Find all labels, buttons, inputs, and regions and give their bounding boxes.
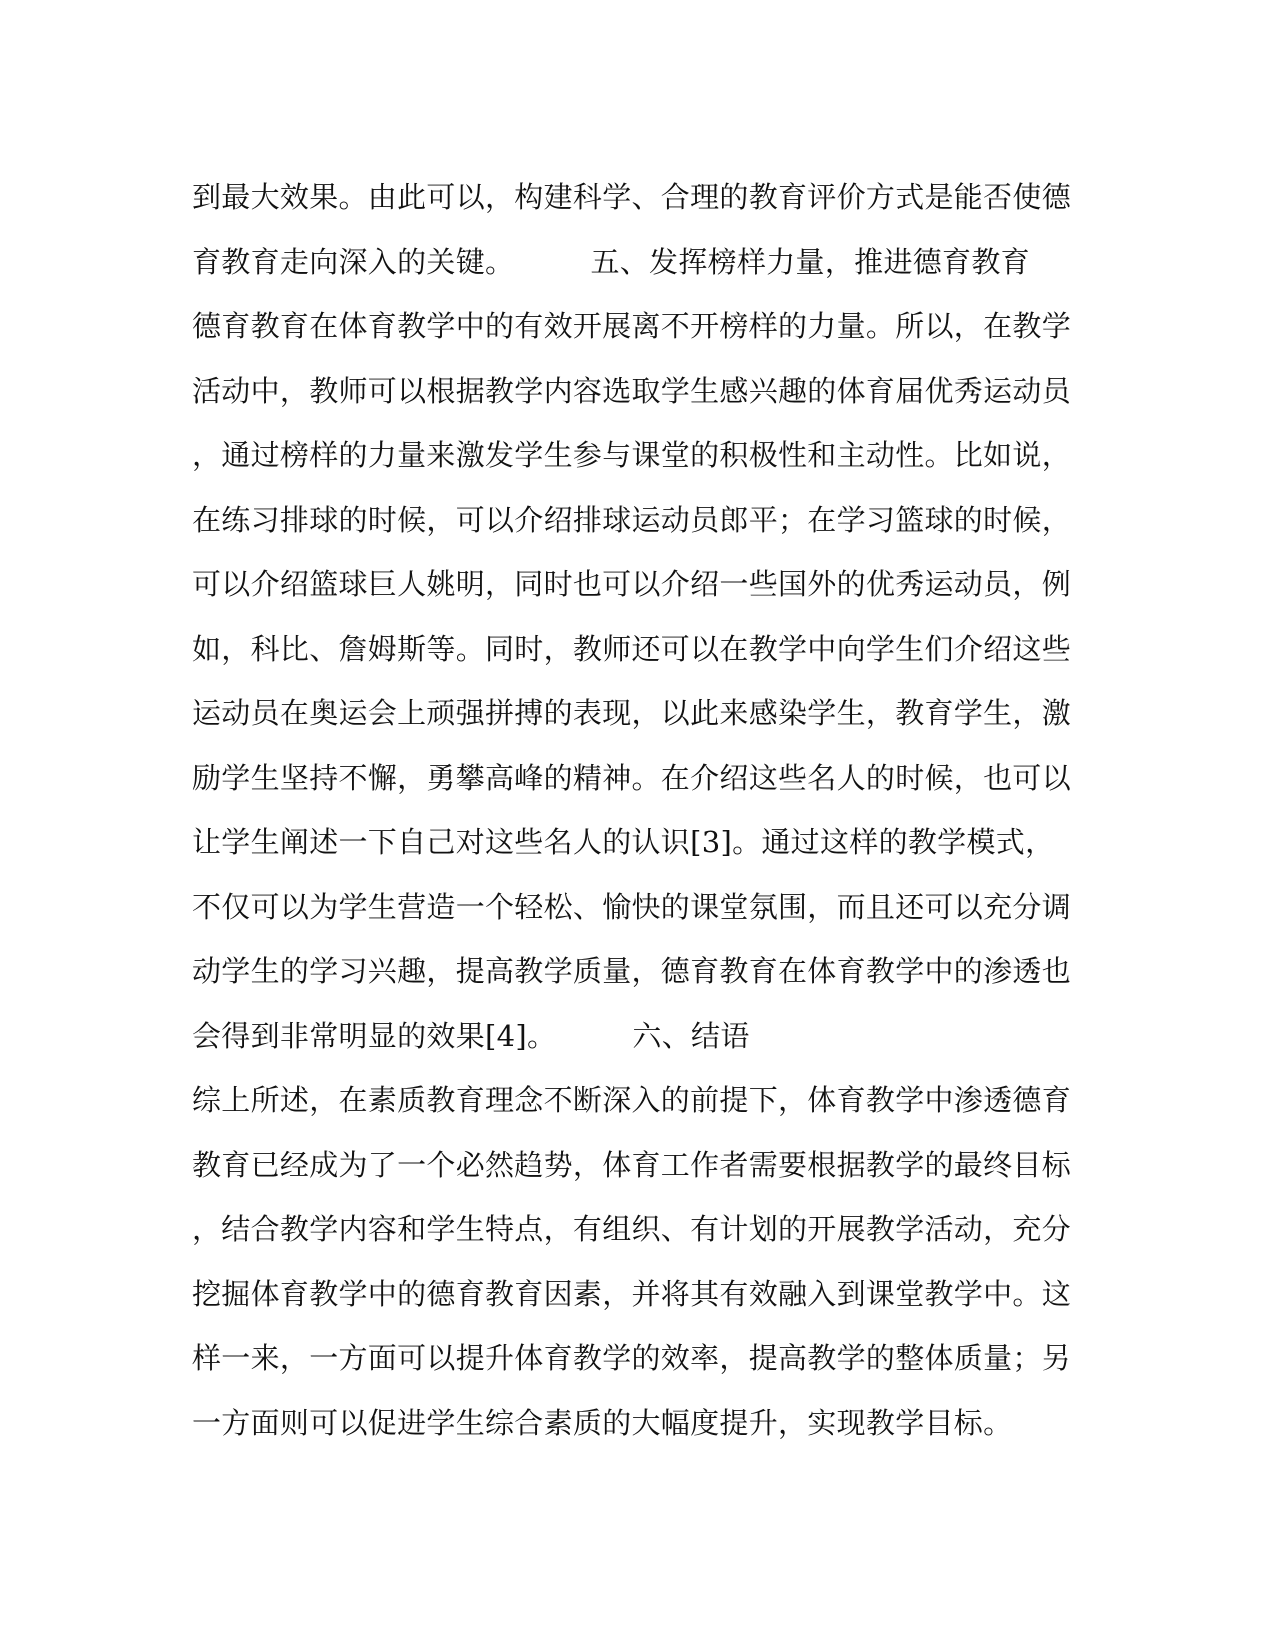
text-line: 会得到非常明显的效果[4]。 六、结语 [192,1018,750,1053]
text-line: 活动中，教师可以根据教学内容选取学生感兴趣的体育届优秀运动员 [192,373,1072,408]
text-line: 运动员在奥运会上顽强拼搏的表现，以此来感染学生，教育学生，激 [192,696,1072,730]
text-line: 挖掘体育教学中的德育教育因素，并将其有效融入到课堂教学中。这 [192,1276,1072,1311]
text-line: 样一来，一方面可以提升体育教学的效率，提高教学的整体质量；另 [192,1341,1072,1375]
text-line: 综上所述，在素质教育理念不断深入的前提下，体育教学中渗透德育 [192,1083,1072,1117]
text-line: 德育教育在体育教学中的有效开展离不开榜样的力量。所以，在教学 [192,309,1072,343]
text-line: 教育已经成为了一个必然趋势，体育工作者需要根据教学的最终目标 [192,1147,1072,1182]
text-line: ，结合教学内容和学生特点，有组织、有计划的开展教学活动，充分 [192,1212,1072,1246]
text-line: 让学生阐述一下自己对这些名人的认识[3]。通过这样的教学模式， [192,825,1055,859]
text-line: 如，科比、詹姆斯等。同时，教师还可以在教学中向学生们介绍这些 [192,631,1072,666]
text-line: 育教育走向深入的关键。 五、发挥榜样力量，推进德育教育 [192,244,1030,279]
text-line: 不仅可以为学生营造一个轻松、愉快的课堂氛围，而且还可以充分调 [192,889,1072,924]
text-line: 可以介绍篮球巨人姚明，同时也可以介绍一些国外的优秀运动员，例 [192,567,1072,601]
text-line: 在练习排球的时候，可以介绍排球运动员郎平；在学习篮球的时候， [192,502,1072,537]
text-line: 一方面则可以促进学生综合素质的大幅度提升，实现教学目标。 [192,1405,1013,1440]
text-line: 到最大效果。由此可以，构建科学、合理的教育评价方式是能否使德 [192,180,1072,214]
body-text [192,165,1072,1455]
text-line: 励学生坚持不懈，勇攀高峰的精神。在介绍这些名人的时候，也可以 [192,760,1072,795]
text-line: 动学生的学习兴趣，提高教学质量，德育教育在体育教学中的渗透也 [192,954,1072,988]
text-line: ，通过榜样的力量来激发学生参与课堂的积极性和主动性。比如说， [192,438,1072,472]
